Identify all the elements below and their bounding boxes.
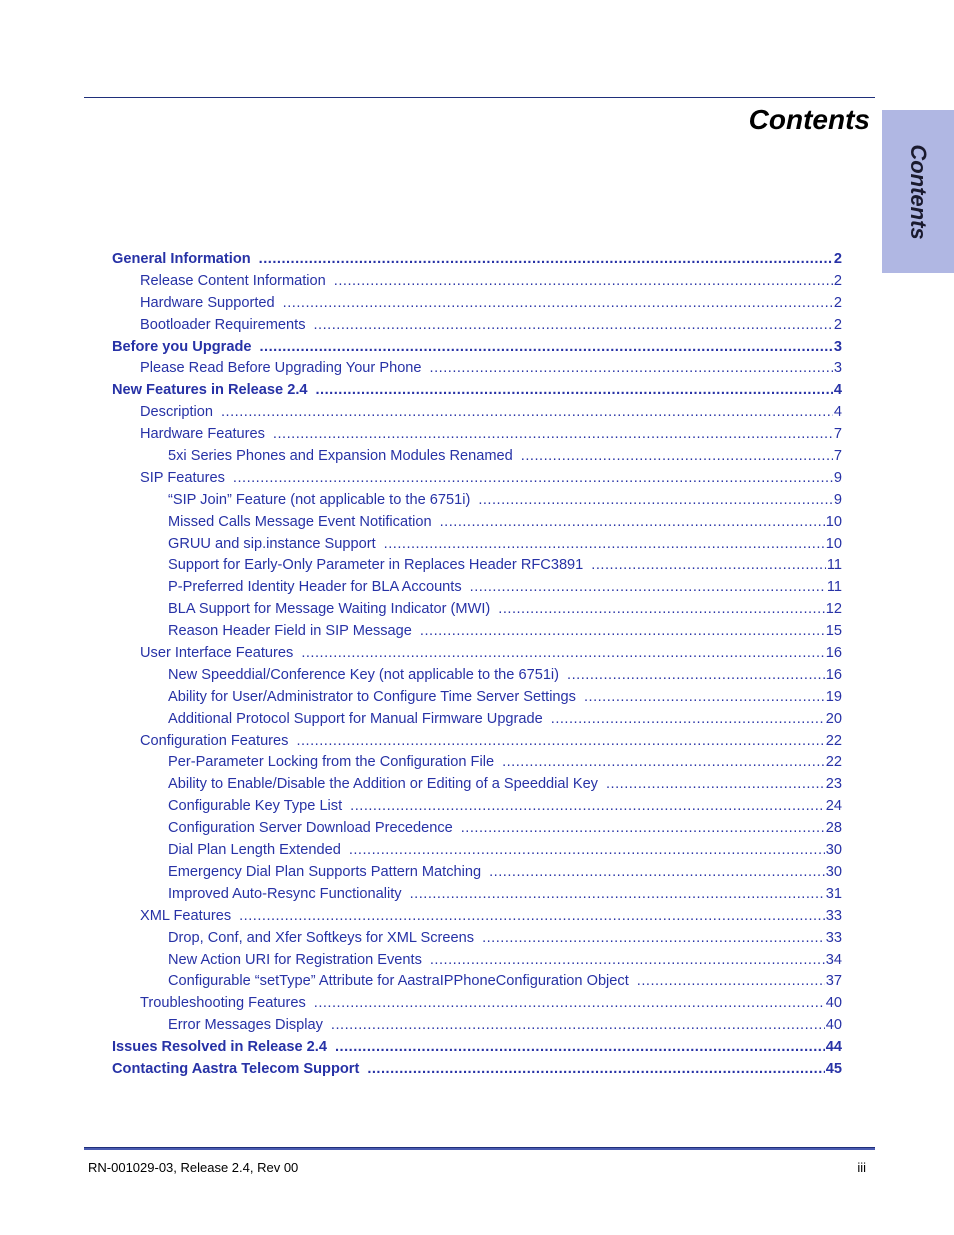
toc-entry[interactable]: [112, 687, 842, 709]
toc-leader-dots: [551, 709, 825, 731]
toc-leader-dots: [521, 446, 833, 468]
toc-leader-dots: [283, 293, 833, 315]
toc-entry-label[interactable]: Configuration Features: [140, 732, 289, 749]
toc-entry-label[interactable]: Bootloader Requirements: [140, 316, 306, 333]
toc-leader-dots: [233, 468, 833, 490]
page-title: Contents: [748, 104, 870, 135]
toc-entry[interactable]: [112, 446, 842, 468]
toc-leader-dots: [461, 818, 825, 840]
toc-leader-dots: [567, 665, 825, 687]
toc-entry-page[interactable]: 2: [833, 272, 842, 289]
toc-entry-label[interactable]: Configurable “setType” Attribute for AastraIPPhoneConfiguration Object: [168, 973, 629, 990]
toc-entry-page[interactable]: 28: [825, 820, 842, 837]
toc-entry[interactable]: [112, 884, 842, 906]
toc-leader-dots: [440, 512, 825, 534]
toc-entry-page[interactable]: 3: [833, 360, 842, 377]
toc-entry-label[interactable]: XML Features: [140, 907, 232, 924]
toc-entry[interactable]: [112, 293, 842, 315]
toc-entry-label[interactable]: Improved Auto-Resync Functionality: [168, 885, 402, 902]
toc-entry-page[interactable]: 30: [825, 863, 842, 880]
toc-entry-label[interactable]: Emergency Dial Plan Supports Pattern Matching: [168, 863, 482, 880]
toc-leader-dots: [259, 249, 833, 271]
toc-entry-page[interactable]: 2: [833, 251, 842, 267]
toc-leader-dots: [489, 862, 825, 884]
toc-entry-label[interactable]: Dial Plan Length Extended: [168, 842, 341, 859]
toc-entry-label[interactable]: Description: [140, 404, 213, 421]
toc-entry-label[interactable]: Configuration Server Download Precedence: [168, 820, 453, 837]
toc-entry-page[interactable]: 34: [825, 951, 842, 968]
toc-entry-label[interactable]: General Information: [112, 251, 251, 267]
toc-entry-page[interactable]: 33: [825, 929, 842, 946]
toc-entry-page[interactable]: 9: [833, 491, 842, 508]
toc-leader-dots: [606, 774, 825, 796]
toc-entry-page[interactable]: 22: [825, 754, 842, 771]
toc-entry-label[interactable]: Reason Header Field in SIP Message: [168, 623, 412, 640]
toc-entry[interactable]: [112, 1037, 842, 1059]
toc-entry-label[interactable]: Error Messages Display: [168, 1017, 323, 1034]
toc-entry[interactable]: [112, 1015, 842, 1037]
toc-entry-label[interactable]: Before you Upgrade: [112, 338, 252, 355]
toc-entry-page[interactable]: 44: [825, 1039, 842, 1056]
toc-entry-label[interactable]: “SIP Join” Feature (not applicable to the 6751i): [168, 491, 471, 508]
toc-entry-label[interactable]: Hardware Supported: [140, 294, 275, 311]
toc-entry-label[interactable]: New Speeddial/Conference Key (not applicable to the 6751i): [168, 666, 560, 683]
toc-entry[interactable]: [112, 380, 842, 402]
toc-entry[interactable]: [112, 315, 842, 337]
toc-entry[interactable]: [112, 621, 842, 643]
toc-entry-label[interactable]: 5xi Series Phones and Expansion Modules Renamed: [168, 448, 513, 465]
toc-entry[interactable]: [112, 534, 842, 556]
toc-entry[interactable]: [112, 358, 842, 380]
toc-entry-page[interactable]: 23: [825, 776, 842, 793]
toc-leader-dots: [349, 840, 825, 862]
toc-leader-dots: [367, 1059, 824, 1081]
toc-entry-page[interactable]: 16: [825, 666, 842, 683]
toc-leader-dots: [502, 752, 825, 774]
toc-entry[interactable]: [112, 599, 842, 621]
toc-leader-dots: [335, 1037, 825, 1059]
toc-leader-dots: [482, 928, 825, 950]
toc-entry[interactable]: [112, 337, 842, 359]
toc-entry-page[interactable]: 15: [825, 623, 842, 640]
toc-entry-page[interactable]: 7: [833, 426, 842, 443]
toc-entry-label[interactable]: Hardware Features: [140, 426, 265, 443]
toc-entry-label[interactable]: Troubleshooting Features: [140, 995, 306, 1012]
toc-entry[interactable]: [112, 1059, 842, 1081]
toc-leader-dots: [430, 358, 833, 380]
toc-entry[interactable]: [112, 774, 842, 796]
toc-entry-label[interactable]: Per-Parameter Locking from the Configuration File: [168, 754, 495, 771]
toc-entry-page[interactable]: 10: [825, 513, 842, 530]
toc-entry[interactable]: [112, 928, 842, 950]
toc-leader-dots: [637, 971, 825, 993]
toc-leader-dots: [430, 950, 825, 972]
toc-entry-page[interactable]: 10: [825, 535, 842, 552]
toc-entry[interactable]: [112, 818, 842, 840]
toc-entry-page[interactable]: 20: [825, 710, 842, 727]
toc-entry-label[interactable]: GRUU and sip.instance Support: [168, 535, 376, 552]
toc-entry-page[interactable]: 33: [825, 907, 842, 924]
toc-entry-page[interactable]: 40: [825, 1017, 842, 1034]
toc-entry-page[interactable]: 37: [825, 973, 842, 990]
toc-entry[interactable]: [112, 906, 842, 928]
toc-leader-dots: [384, 534, 825, 556]
toc-leader-dots: [296, 731, 824, 753]
toc-leader-dots: [239, 906, 825, 928]
toc-entry-page[interactable]: 2: [833, 294, 842, 311]
table-of-contents: [112, 249, 842, 1081]
toc-entry[interactable]: [112, 555, 842, 577]
toc-leader-dots: [350, 796, 825, 818]
toc-entry-label[interactable]: New Features in Release 2.4: [112, 382, 308, 399]
toc-entry-label[interactable]: P-Preferred Identity Header for BLA Accounts: [168, 579, 462, 596]
toc-entry[interactable]: [112, 490, 842, 512]
toc-entry-label[interactable]: Contacting Aastra Telecom Support: [112, 1060, 360, 1077]
toc-entry[interactable]: [112, 512, 842, 534]
toc-leader-dots: [591, 555, 826, 577]
toc-entry-label[interactable]: Missed Calls Message Event Notification: [168, 513, 432, 530]
toc-entry-label[interactable]: Drop, Conf, and Xfer Softkeys for XML Screens: [168, 929, 475, 946]
toc-entry-page[interactable]: 4: [833, 404, 842, 421]
toc-leader-dots: [316, 380, 833, 402]
toc-leader-dots: [470, 577, 826, 599]
toc-entry-label[interactable]: User Interface Features: [140, 645, 294, 662]
footer-page-number: iii: [857, 1160, 866, 1175]
toc-entry[interactable]: [112, 862, 842, 884]
toc-entry[interactable]: [112, 993, 842, 1015]
toc-entry-page[interactable]: 11: [826, 579, 842, 596]
toc-entry-label[interactable]: Issues Resolved in Release 2.4: [112, 1039, 327, 1056]
toc-entry-label[interactable]: Ability to Enable/Disable the Addition or Editing of a Speeddial Key: [168, 776, 598, 793]
toc-entry-page[interactable]: 11: [826, 557, 842, 574]
toc-leader-dots: [301, 643, 824, 665]
toc-leader-dots: [221, 402, 833, 424]
toc-entry[interactable]: [112, 271, 842, 293]
toc-entry[interactable]: [112, 752, 842, 774]
toc-leader-dots: [498, 599, 824, 621]
toc-entry-page[interactable]: 7: [833, 448, 842, 465]
toc-entry-page[interactable]: 31: [825, 885, 842, 902]
toc-entry[interactable]: [112, 665, 842, 687]
toc-entry-page[interactable]: 22: [825, 732, 842, 749]
toc-leader-dots: [334, 271, 833, 293]
toc-entry-label[interactable]: Additional Protocol Support for Manual Firmware Upgrade: [168, 710, 543, 727]
toc-entry[interactable]: [112, 731, 842, 753]
footer-document-id: RN-001029-03, Release 2.4, Rev 00: [88, 1160, 299, 1175]
toc-entry-page[interactable]: 12: [825, 601, 842, 618]
footer-rule: [84, 1147, 875, 1150]
toc-entry[interactable]: [112, 796, 842, 818]
toc-entry-label[interactable]: Ability for User/Administrator to Configure Time Server Settings: [168, 688, 576, 705]
toc-entry-page[interactable]: 24: [825, 798, 842, 815]
toc-entry-label[interactable]: New Action URI for Registration Events: [168, 951, 422, 968]
toc-entry-page[interactable]: 3: [833, 338, 842, 355]
toc-entry[interactable]: [112, 971, 842, 993]
toc-leader-dots: [314, 315, 833, 337]
toc-entry-page[interactable]: 2: [833, 316, 842, 333]
toc-entry-label[interactable]: BLA Support for Message Waiting Indicator (MWI): [168, 601, 491, 618]
toc-entry[interactable]: [112, 709, 842, 731]
toc-entry-label[interactable]: Support for Early-Only Parameter in Replaces Header RFC3891: [168, 557, 584, 574]
toc-entry-page[interactable]: 19: [825, 688, 842, 705]
toc-leader-dots: [410, 884, 825, 906]
toc-entry[interactable]: [112, 950, 842, 972]
toc-entry[interactable]: [112, 249, 842, 271]
toc-entry[interactable]: [112, 643, 842, 665]
toc-entry[interactable]: [112, 424, 842, 446]
toc-entry[interactable]: [112, 402, 842, 424]
header-rule: [84, 97, 875, 98]
toc-entry[interactable]: [112, 840, 842, 862]
toc-leader-dots: [314, 993, 825, 1015]
toc-leader-dots: [273, 424, 833, 446]
toc-entry-page[interactable]: 40: [825, 995, 842, 1012]
toc-entry-label[interactable]: SIP Features: [140, 469, 225, 486]
toc-leader-dots: [478, 490, 833, 512]
toc-entry[interactable]: [112, 468, 842, 490]
toc-entry-page[interactable]: 16: [825, 645, 842, 662]
toc-entry-page[interactable]: 4: [833, 382, 842, 399]
toc-entry[interactable]: [112, 577, 842, 599]
side-tab[interactable]: [882, 110, 954, 273]
toc-leader-dots: [584, 687, 825, 709]
toc-entry-page[interactable]: 45: [825, 1060, 842, 1077]
toc-leader-dots: [420, 621, 825, 643]
toc-entry-page[interactable]: 9: [833, 469, 842, 486]
toc-entry-label[interactable]: Release Content Information: [140, 272, 326, 289]
toc-entry-label[interactable]: Please Read Before Upgrading Your Phone: [140, 360, 422, 377]
toc-leader-dots: [331, 1015, 825, 1037]
side-tab-label: Contents: [906, 143, 931, 240]
toc-leader-dots: [259, 337, 832, 359]
toc-entry-page[interactable]: 30: [825, 842, 842, 859]
toc-entry-label[interactable]: Configurable Key Type List: [168, 798, 343, 815]
